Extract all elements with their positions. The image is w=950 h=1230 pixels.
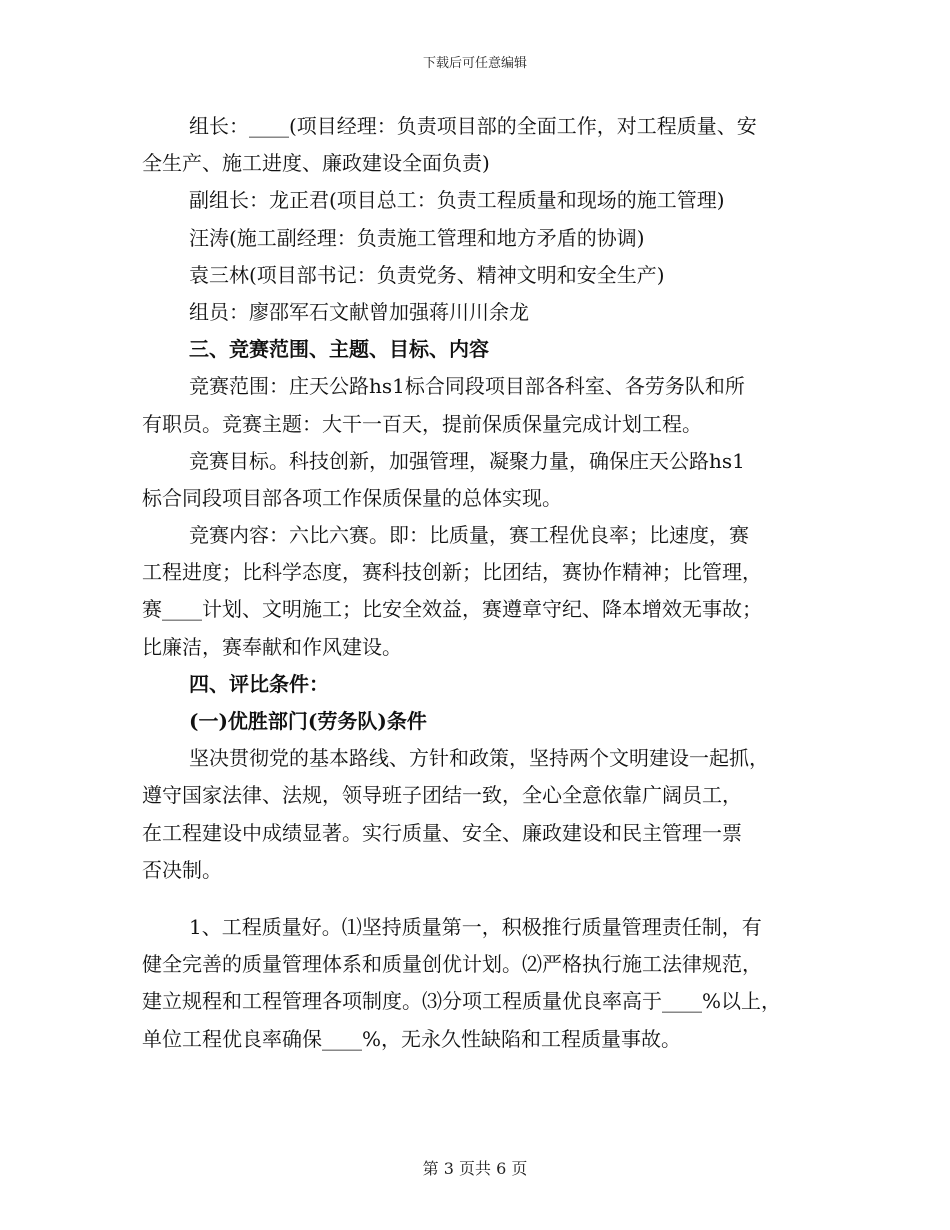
text-line: 遵守国家法律、法规，领导班子团结一致，全心全意依靠广阔员工， <box>142 783 742 808</box>
text-line: 组员：廖邵军石文献曾加强蒋川川余龙 <box>189 299 529 324</box>
text-line: 袁三林(项目部书记：负责党务、精神文明和安全生产) <box>189 262 665 287</box>
text-line: 竞赛内容：六比六赛。即：比质量，赛工程优良率；比速度，赛 <box>189 523 749 548</box>
text-line: 在工程建设中成绩显著。实行质量、安全、廉政建设和民主管理一票 <box>142 820 742 845</box>
text-line: 有职员。竞赛主题：大干一百天，提前保质保量完成计划工程。 <box>142 411 702 436</box>
text-line: 单位工程优良率确保____%，无永久性缺陷和工程质量事故。 <box>142 1026 682 1051</box>
text-line: 副组长：龙正君(项目总工：负责工程质量和现场的施工管理) <box>189 188 725 213</box>
text-line: 汪涛(施工副经理：负责施工管理和地方矛盾的协调) <box>189 225 645 250</box>
document-body <box>142 108 812 1058</box>
text-line: 否决制。 <box>142 857 222 882</box>
text-line: 竞赛目标。科技创新，加强管理，凝聚力量，确保庄天公路hs1 <box>189 448 745 473</box>
text-line: 工程进度；比科学态度，赛科技创新；比团结，赛协作精神；比管理， <box>142 560 762 585</box>
section-heading: 三、竞赛范围、主题、目标、内容 <box>189 337 489 362</box>
text-line: 竞赛范围：庄天公路hs1标合同段项目部各科室、各劳务队和所 <box>189 374 745 399</box>
text-line: 赛____计划、文明施工；比安全效益，赛遵章守纪、降本增效无事故； <box>142 597 762 622</box>
text-line: 标合同段项目部各项工作保质保量的总体实现。 <box>142 485 562 510</box>
subsection-heading: (一)优胜部门(劳务队)条件 <box>189 709 427 733</box>
text-line: 组长：____(项目经理：负责项目部的全面工作，对工程质量、安 <box>189 114 757 138</box>
text-line: 坚决贯彻党的基本路线、方针和政策，坚持两个文明建设一起抓， <box>189 746 769 771</box>
section-heading: 四、评比条件： <box>189 671 329 696</box>
text-line: 1、工程质量好。⑴坚持质量第一，积极推行质量管理责任制，有 <box>189 914 762 939</box>
page-header: 下载后可任意编辑 <box>422 56 527 71</box>
text-line: 全生产、施工进度、廉政建设全面负责) <box>142 151 490 176</box>
text-line: 健全完善的质量管理体系和质量创优计划。⑵严格执行施工法律规范， <box>142 952 762 977</box>
text-line: 比廉洁，赛奉献和作风建设。 <box>142 634 402 659</box>
page-footer: 第 3 页共 6 页 <box>422 1159 528 1178</box>
text-line: 建立规程和工程管理各项制度。⑶分项工程质量优良率高于____%以上， <box>142 989 782 1014</box>
